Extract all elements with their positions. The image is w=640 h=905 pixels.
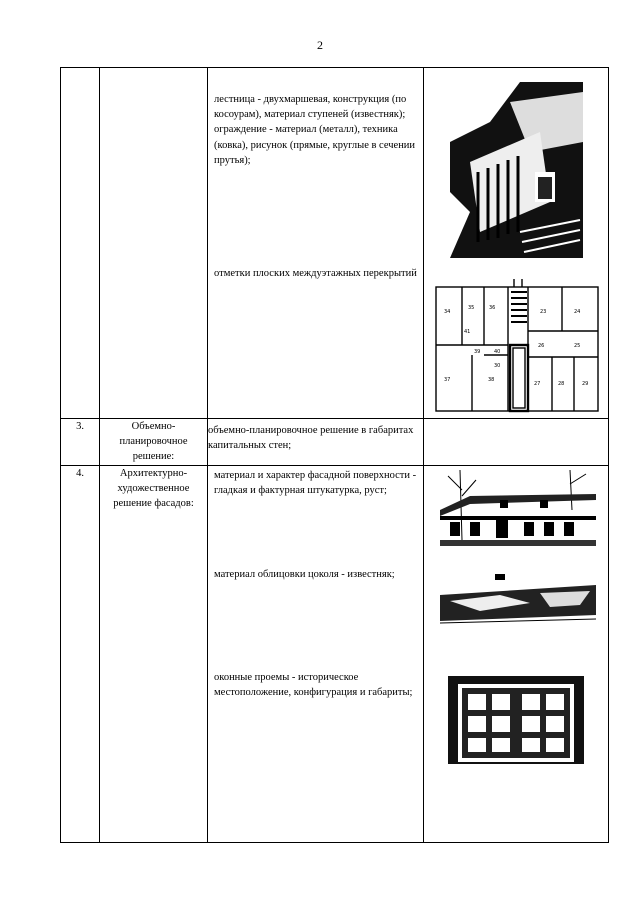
volume-planning-text: объемно-планировочное решение в габаритах капитальных стен;	[208, 425, 414, 452]
plinth-photo	[440, 571, 596, 629]
room-label: 23	[540, 309, 547, 315]
room-label: 29	[582, 381, 589, 387]
window-openings-text: оконные проемы - историческое местоположение, конфигурация и габариты;	[214, 671, 413, 698]
floor-plan-drawing	[434, 273, 602, 415]
room-label: 24	[574, 309, 581, 315]
page-number: 2	[317, 38, 323, 52]
room-label: 30	[494, 363, 501, 369]
row-description	[208, 465, 424, 842]
floor-marks-text: отметки плоских междуэтажных перекрытий	[214, 268, 417, 279]
table-row	[61, 465, 609, 842]
table-row	[61, 419, 609, 466]
room-label: 27	[534, 381, 541, 387]
room-label: 26	[538, 343, 545, 349]
facade-photo	[440, 470, 596, 546]
room-label: 35	[468, 305, 475, 311]
room-label: 40	[494, 349, 501, 355]
row-description	[208, 419, 424, 466]
room-label: 34	[444, 309, 451, 315]
room-label: 38	[488, 377, 495, 383]
room-label: 37	[444, 377, 451, 383]
row-criterion	[100, 68, 208, 419]
row-criterion: Архитектурно-художественное решение фасадов:	[100, 465, 208, 842]
table-row	[61, 68, 609, 419]
room-label: 39	[474, 349, 481, 355]
row-number	[61, 68, 100, 419]
window-photo	[448, 676, 584, 772]
row-illustrations	[424, 419, 609, 466]
room-label: 36	[489, 305, 496, 311]
row-illustrations	[424, 68, 609, 419]
staircase-text: лестница - двухмаршевая, конструкция (по косоурам), материал ступеней (известняк); ограждение - материал (металл), техника (ковка), рисунок (прямые, круглые в сечении прутья);	[214, 94, 416, 166]
room-label: 25	[574, 343, 581, 349]
protection-subject-table	[60, 67, 609, 843]
plinth-cladding-text: материал облицовки цоколя - известняк;	[214, 568, 395, 580]
row-number: 3.	[61, 419, 100, 466]
row-illustrations	[424, 465, 609, 842]
row-description	[208, 68, 424, 419]
facade-surface-text: материал и характер фасадной поверхности - гладкая и фактурная штукатурка, руст;	[214, 469, 417, 496]
staircase-photo	[450, 82, 583, 258]
row-criterion: Объемно-планировочное решение:	[100, 419, 208, 466]
room-label: 28	[558, 381, 565, 387]
room-label: 41	[464, 329, 471, 335]
row-number: 4.	[61, 465, 100, 842]
